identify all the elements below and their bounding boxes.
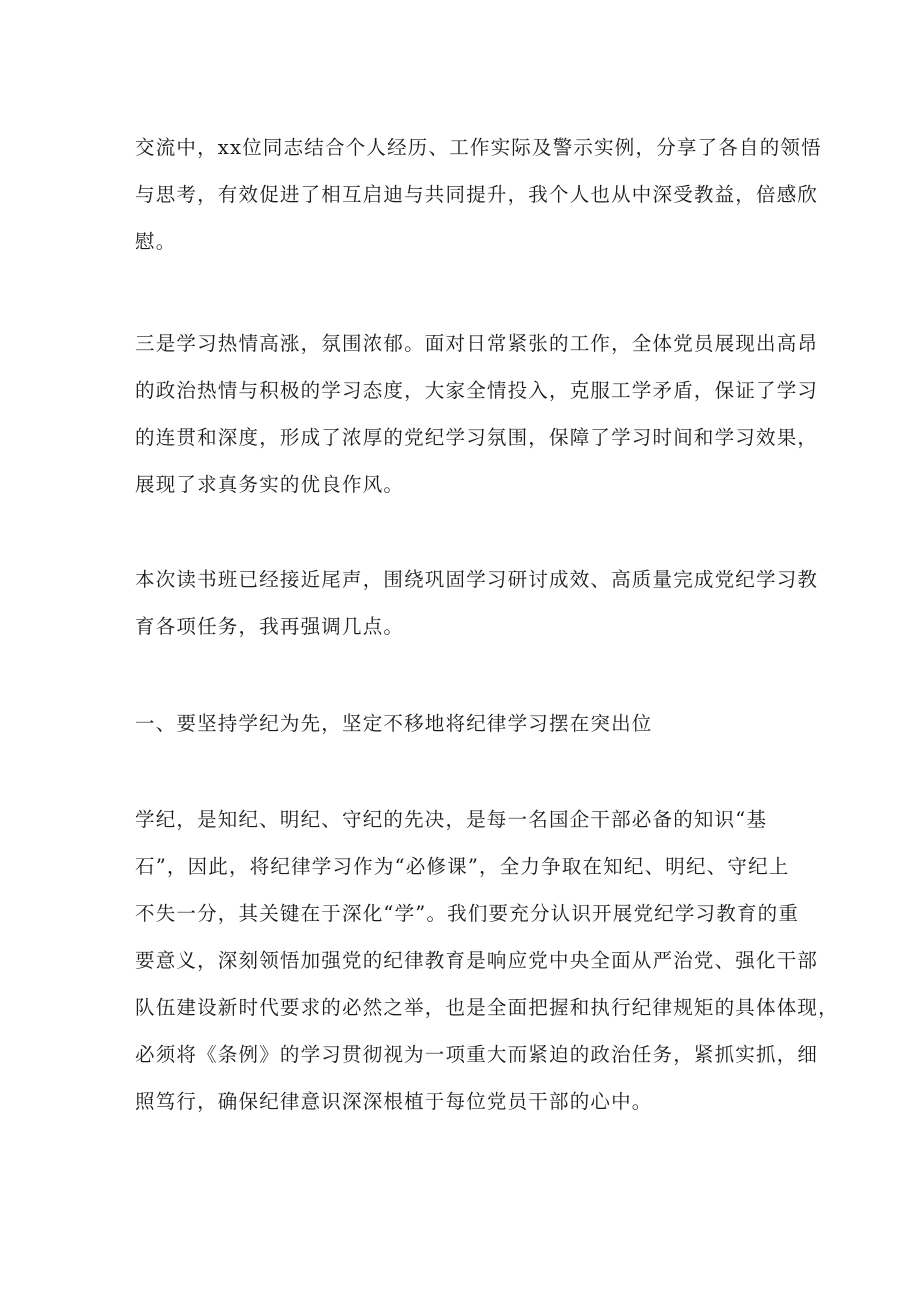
text-line: 的政治热情与积极的学习态度，大家全情投入，克服工学矛盾，保证了学习	[135, 379, 819, 402]
text-line: 三是学习热情高涨，氛围浓郁。面对日常紧张的工作，全体党员展现出高昂	[135, 332, 819, 355]
text-line: 与思考，有效促进了相互启迪与共同提升，我个人也从中深受教益，倍感欣	[135, 183, 819, 206]
text-line: 石”，因此，将纪律学习作为“必修课”，全力争取在知纪、明纪、守纪上	[135, 855, 790, 878]
paragraph-exchange-summary	[135, 124, 822, 265]
paragraph-discipline-learning	[135, 796, 839, 1125]
text-line: 必须将《条例》的学习贯彻视为一项重大而紧迫的政治任务，紧抓实抓，细	[135, 1043, 819, 1066]
text-line: 要意义，深刻领悟加强党的纪律教育是响应党中央全面从严治党、强化干部	[135, 949, 819, 972]
text-line: 不失一分，其关键在于深化“学”。我们要充分认识开展党纪学习教育的重	[135, 902, 800, 925]
text-line: 本次读书班已经接近尾声，围绕巩固学习研讨成效、高质量完成党纪学习教	[135, 568, 819, 591]
text-line: 展现了求真务实的优良作风。	[135, 473, 405, 496]
paragraph-closing-remarks	[135, 556, 819, 650]
text-line: 的连贯和深度，形成了浓厚的党纪学习氛围，保障了学习时间和学习效果，	[135, 426, 819, 449]
text-line: 交流中，xx位同志结合个人经历、工作实际及警示实例，分享了各自的领悟	[135, 136, 822, 159]
text-line: 学纪，是知纪、明纪、守纪的先决，是每一名国企干部必备的知识“基	[135, 808, 768, 831]
text-line: 育各项任务，我再强调几点。	[135, 615, 405, 638]
paragraph-study-enthusiasm	[135, 320, 819, 508]
section-heading-1	[135, 700, 795, 747]
text-line: 慰。	[135, 230, 177, 253]
text-line: 队伍建设新时代要求的必然之举，也是全面把握和执行纪律规矩的具体体现，	[135, 996, 839, 1019]
text-line: 照笃行，确保纪律意识深深根植于每位党员干部的心中。	[135, 1090, 653, 1113]
heading-text: 一、要坚持学纪为先，坚定不移地将纪律学习摆在突出位	[135, 712, 653, 735]
